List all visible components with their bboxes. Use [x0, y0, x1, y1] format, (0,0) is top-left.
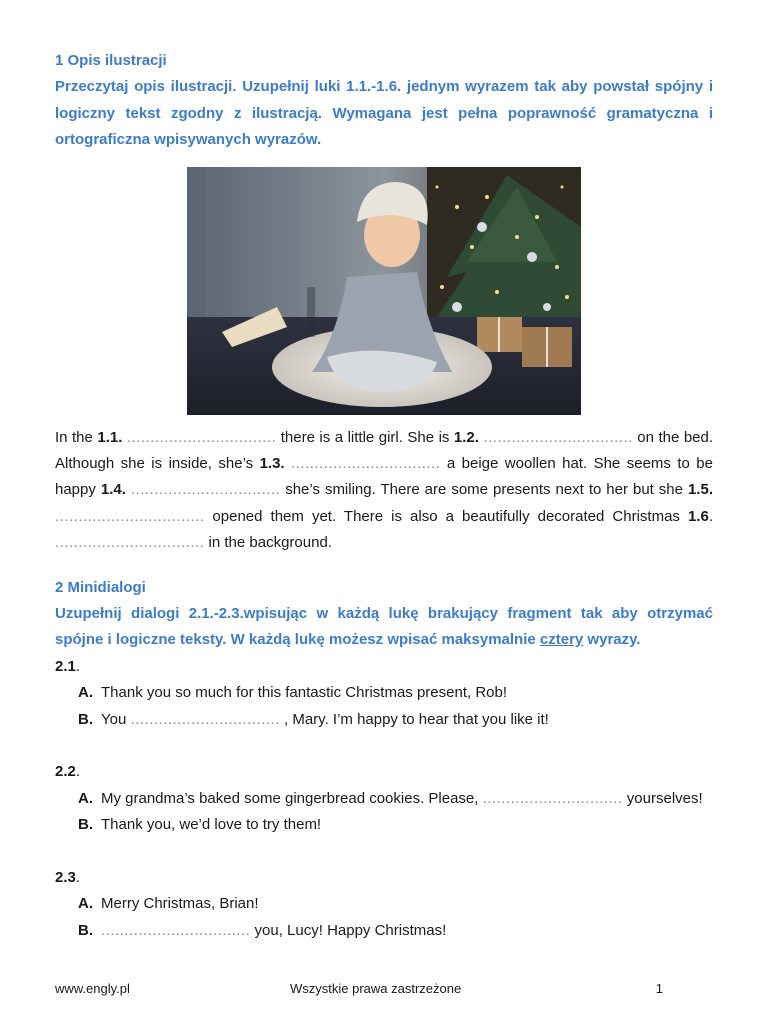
- speaker-label: A.: [78, 789, 93, 807]
- speaker-label: A.: [78, 684, 93, 702]
- gap-1-3-blank[interactable]: ................................: [291, 454, 441, 472]
- desc-text: opened them yet. There is also a beautifully decorated Christmas: [204, 507, 688, 525]
- gap-number: 1.3.: [259, 454, 285, 472]
- gap-number: 1.5.: [687, 481, 713, 499]
- dialog-text: , Mary. I’m happy to hear that you like it!: [279, 710, 549, 728]
- speaker-label: B.: [78, 710, 93, 728]
- gap-number: 1.2.: [453, 428, 479, 446]
- christmas-girl-photo: [187, 167, 581, 415]
- dialog-line-b: [55, 812, 713, 839]
- dialog-text: yourselves!: [622, 789, 703, 807]
- dialog-number: 2.3.: [55, 868, 81, 886]
- section1-title: 1 Opis ilustracji: [55, 52, 167, 69]
- section2-title: 2 Minidialogi: [55, 578, 146, 596]
- gap-1-4-blank[interactable]: ................................: [130, 481, 281, 499]
- dialog-2-1: [55, 654, 713, 734]
- gap-1-5-blank[interactable]: ................................: [55, 507, 205, 525]
- gap-2-1-blank[interactable]: ................................: [130, 710, 280, 728]
- dialog-line-b: [55, 918, 713, 945]
- section2: [55, 575, 713, 945]
- speaker-label: A.: [78, 895, 93, 913]
- instruction-text: Uzupełnij dialogi 2.1.-2.3.wpisując w każdą lukę brakujący fragment tak aby otrzymać spójne i logiczne teksty. W każdą lukę możesz wpisać maksymalnie: [55, 604, 713, 649]
- dialog-text: Thank you so much for this fantastic Christmas present, Rob!: [101, 684, 508, 702]
- desc-text: there is a little girl. She is: [276, 428, 454, 446]
- desc-text: In the: [55, 428, 98, 446]
- footer-rights: Wszystkie prawa zastrzeżone: [290, 981, 462, 996]
- desc-text: in the background.: [204, 534, 332, 552]
- description-paragraph: [55, 425, 713, 557]
- gap-2-3-blank[interactable]: ................................: [101, 921, 251, 939]
- dialog-number: 2.2.: [55, 763, 81, 781]
- dialog-number: 2.1.: [55, 657, 81, 675]
- dialog-text: Thank you, we’d love to try them!: [101, 816, 322, 834]
- desc-text: on the bed. Although she is inside, she’s: [55, 428, 714, 472]
- dialog-2-2: [55, 759, 713, 839]
- dialog-2-3: [55, 865, 713, 945]
- gap-number: 1.4.: [100, 481, 126, 499]
- dialog-text: Merry Christmas, Brian!: [101, 895, 259, 913]
- dialog-text: My grandma’s baked some gingerbread cookies. Please,: [101, 789, 483, 807]
- dialog-text: You: [101, 710, 131, 728]
- gap-1-1-blank[interactable]: ................................: [126, 428, 277, 446]
- instruction-underlined-word: cztery: [539, 631, 584, 649]
- dialog-line-a: [55, 891, 713, 918]
- section2-instruction: [55, 601, 713, 654]
- dialog-line-a: [55, 786, 713, 813]
- desc-text: a beige woollen hat. She seems to be happy: [55, 454, 713, 499]
- worksheet-page: [55, 48, 713, 944]
- desc-text: .: [708, 507, 713, 525]
- gap-number: 1.6: [687, 507, 709, 525]
- dialog-line-b: [55, 707, 713, 734]
- section1-instruction: Przeczytaj opis ilustracji. Uzupełnij luki 1.1.-1.6. jednym wyrazem tak aby powstał spójny i logiczny tekst zgodny z ilustracją. Wymagana jest pełna poprawność gramatyczna i ortograficzna wpisywanych wyrazów.: [55, 78, 713, 148]
- dialog-line-a: [55, 680, 713, 707]
- desc-text: she’s smiling. There are some presents next to her but she: [280, 481, 688, 499]
- speaker-label: B.: [78, 816, 93, 834]
- gap-1-6-blank[interactable]: ................................: [55, 534, 205, 552]
- instruction-text: wyrazy.: [583, 631, 641, 649]
- dialog-text: you, Lucy! Happy Christmas!: [250, 921, 447, 939]
- gap-2-2-blank[interactable]: ..............................: [482, 789, 623, 807]
- gap-number: 1.1.: [97, 428, 123, 446]
- footer-website-link[interactable]: www.engly.pl: [55, 981, 130, 996]
- footer-page-number: 1: [655, 981, 663, 996]
- speaker-label: B.: [78, 921, 93, 939]
- gap-1-2-blank[interactable]: ................................: [483, 428, 633, 446]
